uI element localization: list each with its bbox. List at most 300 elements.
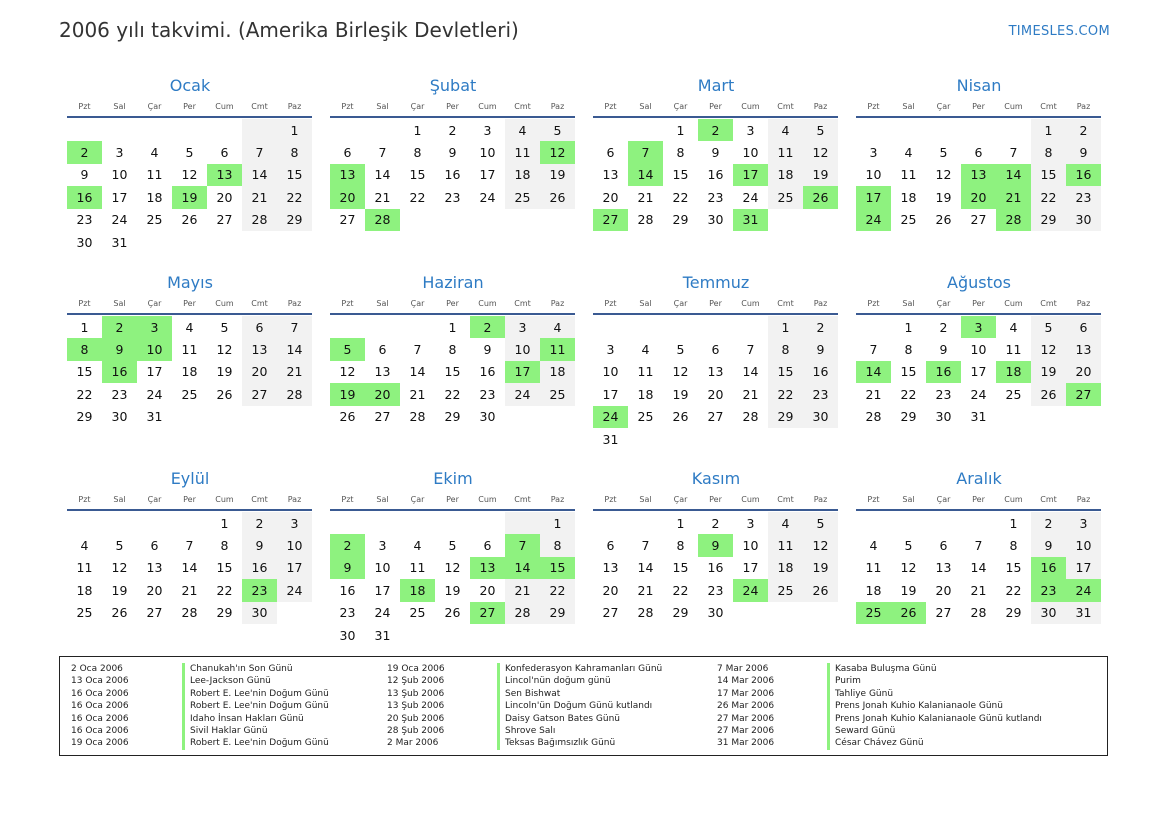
holiday-day-cell[interactable]: 11 bbox=[540, 338, 575, 360]
day-cell[interactable]: 18 bbox=[540, 361, 575, 383]
day-cell[interactable]: 15 bbox=[672, 167, 689, 183]
holiday-day-cell[interactable]: 19 bbox=[330, 383, 365, 405]
day-cell[interactable]: 19 bbox=[803, 164, 838, 186]
day-cell[interactable]: 24 bbox=[111, 212, 128, 228]
day-cell[interactable]: 22 bbox=[216, 582, 233, 598]
day-cell[interactable]: 20 bbox=[935, 582, 952, 598]
holiday-day-cell[interactable]: 14 bbox=[628, 164, 663, 186]
day-cell[interactable]: 1 bbox=[220, 515, 229, 531]
day-cell[interactable]: 15 bbox=[216, 560, 233, 576]
day-cell[interactable]: 7 bbox=[746, 342, 755, 358]
holiday-day-cell[interactable]: 24 bbox=[593, 406, 628, 428]
day-cell[interactable]: 15 bbox=[768, 361, 803, 383]
day-cell[interactable]: 13 bbox=[242, 338, 277, 360]
holiday-day-cell[interactable]: 12 bbox=[540, 141, 575, 163]
day-cell[interactable]: 18 bbox=[505, 164, 540, 186]
day-cell[interactable]: 5 bbox=[904, 538, 913, 554]
day-cell[interactable]: 18 bbox=[76, 582, 93, 598]
day-cell[interactable]: 21 bbox=[181, 582, 198, 598]
day-cell[interactable]: 1 bbox=[904, 319, 913, 335]
holiday-day-cell[interactable]: 26 bbox=[891, 602, 926, 624]
day-cell[interactable]: 9 bbox=[448, 145, 457, 161]
day-cell[interactable]: 3 bbox=[378, 538, 387, 554]
day-cell[interactable]: 12 bbox=[216, 342, 233, 358]
holiday-day-cell[interactable]: 28 bbox=[365, 209, 400, 231]
day-cell[interactable]: 29 bbox=[672, 605, 689, 621]
day-cell[interactable]: 28 bbox=[242, 209, 277, 231]
day-cell[interactable]: 25 bbox=[409, 605, 426, 621]
day-cell[interactable]: 3 bbox=[1066, 512, 1101, 534]
holiday-day-cell[interactable]: 3 bbox=[137, 316, 172, 338]
day-cell[interactable]: 19 bbox=[540, 164, 575, 186]
day-cell[interactable]: 15 bbox=[900, 364, 917, 380]
day-cell[interactable]: 9 bbox=[1066, 141, 1101, 163]
day-cell[interactable]: 16 bbox=[444, 167, 461, 183]
day-cell[interactable]: 13 bbox=[602, 167, 619, 183]
day-cell[interactable]: 3 bbox=[746, 122, 755, 138]
day-cell[interactable]: 12 bbox=[339, 364, 356, 380]
holiday-day-cell[interactable]: 10 bbox=[137, 338, 172, 360]
holiday-day-cell[interactable]: 8 bbox=[67, 338, 102, 360]
day-cell[interactable]: 12 bbox=[444, 560, 461, 576]
day-cell[interactable]: 10 bbox=[277, 534, 312, 556]
day-cell[interactable]: 11 bbox=[768, 534, 803, 556]
day-cell[interactable]: 13 bbox=[935, 560, 952, 576]
day-cell[interactable]: 30 bbox=[1066, 209, 1101, 231]
day-cell[interactable]: 20 bbox=[1066, 361, 1101, 383]
day-cell[interactable]: 5 bbox=[185, 145, 194, 161]
day-cell[interactable]: 4 bbox=[869, 538, 878, 554]
day-cell[interactable]: 8 bbox=[676, 538, 685, 554]
brand-link[interactable]: TIMESLES.COM bbox=[1008, 24, 1110, 39]
holiday-day-cell[interactable]: 16 bbox=[1066, 164, 1101, 186]
day-cell[interactable]: 19 bbox=[672, 386, 689, 402]
holiday-day-cell[interactable]: 23 bbox=[1031, 579, 1066, 601]
day-cell[interactable]: 30 bbox=[935, 409, 952, 425]
holiday-day-cell[interactable]: 23 bbox=[242, 579, 277, 601]
day-cell[interactable]: 5 bbox=[115, 538, 124, 554]
day-cell[interactable]: 23 bbox=[111, 386, 128, 402]
day-cell[interactable]: 21 bbox=[242, 186, 277, 208]
holiday-day-cell[interactable]: 13 bbox=[961, 164, 996, 186]
day-cell[interactable]: 6 bbox=[974, 145, 983, 161]
day-cell[interactable]: 30 bbox=[111, 409, 128, 425]
day-cell[interactable]: 7 bbox=[1009, 145, 1018, 161]
day-cell[interactable]: 27 bbox=[216, 212, 233, 228]
holiday-day-cell[interactable]: 20 bbox=[961, 186, 996, 208]
holiday-day-cell[interactable]: 16 bbox=[67, 186, 102, 208]
holiday-day-cell[interactable]: 9 bbox=[330, 557, 365, 579]
day-cell[interactable]: 5 bbox=[220, 319, 229, 335]
day-cell[interactable]: 4 bbox=[904, 145, 913, 161]
holiday-day-cell[interactable]: 14 bbox=[505, 557, 540, 579]
holiday-day-cell[interactable]: 7 bbox=[505, 534, 540, 556]
holiday-day-cell[interactable]: 2 bbox=[330, 534, 365, 556]
day-cell[interactable]: 19 bbox=[935, 189, 952, 205]
day-cell[interactable]: 30 bbox=[707, 212, 724, 228]
day-cell[interactable]: 19 bbox=[216, 364, 233, 380]
day-cell[interactable]: 24 bbox=[374, 605, 391, 621]
day-cell[interactable]: 29 bbox=[768, 406, 803, 428]
day-cell[interactable]: 17 bbox=[277, 557, 312, 579]
day-cell[interactable]: 21 bbox=[505, 579, 540, 601]
day-cell[interactable]: 25 bbox=[637, 409, 654, 425]
day-cell[interactable]: 14 bbox=[970, 560, 987, 576]
day-cell[interactable]: 18 bbox=[181, 364, 198, 380]
day-cell[interactable]: 6 bbox=[711, 342, 720, 358]
day-cell[interactable]: 4 bbox=[185, 319, 194, 335]
day-cell[interactable]: 21 bbox=[409, 386, 426, 402]
day-cell[interactable]: 5 bbox=[540, 119, 575, 141]
day-cell[interactable]: 15 bbox=[1031, 164, 1066, 186]
day-cell[interactable]: 24 bbox=[505, 383, 540, 405]
day-cell[interactable]: 9 bbox=[803, 338, 838, 360]
day-cell[interactable]: 21 bbox=[637, 582, 654, 598]
day-cell[interactable]: 23 bbox=[803, 383, 838, 405]
day-cell[interactable]: 3 bbox=[869, 145, 878, 161]
day-cell[interactable]: 2 bbox=[448, 122, 457, 138]
day-cell[interactable]: 1 bbox=[676, 515, 685, 531]
holiday-day-cell[interactable]: 2 bbox=[102, 316, 137, 338]
day-cell[interactable]: 28 bbox=[277, 383, 312, 405]
day-cell[interactable]: 23 bbox=[1066, 186, 1101, 208]
day-cell[interactable]: 21 bbox=[742, 386, 759, 402]
day-cell[interactable]: 19 bbox=[444, 582, 461, 598]
day-cell[interactable]: 24 bbox=[146, 386, 163, 402]
holiday-day-cell[interactable]: 17 bbox=[505, 361, 540, 383]
holiday-day-cell[interactable]: 24 bbox=[1066, 579, 1101, 601]
day-cell[interactable]: 21 bbox=[277, 361, 312, 383]
day-cell[interactable]: 7 bbox=[413, 342, 422, 358]
day-cell[interactable]: 27 bbox=[935, 605, 952, 621]
day-cell[interactable]: 16 bbox=[707, 560, 724, 576]
day-cell[interactable]: 8 bbox=[413, 145, 422, 161]
holiday-day-cell[interactable]: 5 bbox=[330, 338, 365, 360]
day-cell[interactable]: 16 bbox=[339, 582, 356, 598]
day-cell[interactable]: 20 bbox=[707, 386, 724, 402]
day-cell[interactable]: 19 bbox=[803, 557, 838, 579]
day-cell[interactable]: 8 bbox=[540, 534, 575, 556]
day-cell[interactable]: 27 bbox=[339, 212, 356, 228]
day-cell[interactable]: 6 bbox=[242, 316, 277, 338]
day-cell[interactable]: 20 bbox=[146, 582, 163, 598]
day-cell[interactable]: 30 bbox=[76, 234, 93, 250]
day-cell[interactable]: 9 bbox=[939, 342, 948, 358]
day-cell[interactable]: 26 bbox=[111, 605, 128, 621]
day-cell[interactable]: 25 bbox=[900, 212, 917, 228]
day-cell[interactable]: 28 bbox=[637, 605, 654, 621]
day-cell[interactable]: 12 bbox=[1031, 338, 1066, 360]
day-cell[interactable]: 29 bbox=[1031, 209, 1066, 231]
day-cell[interactable]: 10 bbox=[479, 145, 496, 161]
holiday-day-cell[interactable]: 27 bbox=[470, 602, 505, 624]
day-cell[interactable]: 15 bbox=[672, 560, 689, 576]
day-cell[interactable]: 28 bbox=[970, 605, 987, 621]
day-cell[interactable]: 31 bbox=[111, 234, 128, 250]
day-cell[interactable]: 18 bbox=[637, 386, 654, 402]
day-cell[interactable]: 26 bbox=[1031, 383, 1066, 405]
day-cell[interactable]: 11 bbox=[146, 167, 163, 183]
day-cell[interactable]: 18 bbox=[768, 164, 803, 186]
day-cell[interactable]: 6 bbox=[483, 538, 492, 554]
day-cell[interactable]: 29 bbox=[277, 209, 312, 231]
day-cell[interactable]: 22 bbox=[900, 386, 917, 402]
day-cell[interactable]: 1 bbox=[413, 122, 422, 138]
day-cell[interactable]: 5 bbox=[803, 119, 838, 141]
day-cell[interactable]: 12 bbox=[803, 141, 838, 163]
day-cell[interactable]: 11 bbox=[865, 560, 882, 576]
day-cell[interactable]: 17 bbox=[602, 386, 619, 402]
day-cell[interactable]: 13 bbox=[146, 560, 163, 576]
day-cell[interactable]: 1 bbox=[540, 512, 575, 534]
day-cell[interactable]: 1 bbox=[1031, 119, 1066, 141]
day-cell[interactable]: 23 bbox=[935, 386, 952, 402]
day-cell[interactable]: 4 bbox=[540, 316, 575, 338]
day-cell[interactable]: 10 bbox=[374, 560, 391, 576]
day-cell[interactable]: 28 bbox=[409, 409, 426, 425]
day-cell[interactable]: 6 bbox=[939, 538, 948, 554]
holiday-day-cell[interactable]: 9 bbox=[102, 338, 137, 360]
day-cell[interactable]: 28 bbox=[742, 409, 759, 425]
day-cell[interactable]: 3 bbox=[277, 512, 312, 534]
day-cell[interactable]: 31 bbox=[146, 409, 163, 425]
day-cell[interactable]: 13 bbox=[374, 364, 391, 380]
day-cell[interactable]: 14 bbox=[742, 364, 759, 380]
day-cell[interactable]: 21 bbox=[637, 189, 654, 205]
day-cell[interactable]: 1 bbox=[448, 319, 457, 335]
day-cell[interactable]: 18 bbox=[900, 189, 917, 205]
day-cell[interactable]: 16 bbox=[242, 557, 277, 579]
day-cell[interactable]: 18 bbox=[768, 557, 803, 579]
day-cell[interactable]: 30 bbox=[707, 605, 724, 621]
day-cell[interactable]: 22 bbox=[672, 189, 689, 205]
day-cell[interactable]: 31 bbox=[970, 409, 987, 425]
day-cell[interactable]: 22 bbox=[76, 386, 93, 402]
day-cell[interactable]: 1 bbox=[277, 119, 312, 141]
day-cell[interactable]: 7 bbox=[641, 538, 650, 554]
day-cell[interactable]: 4 bbox=[150, 145, 159, 161]
day-cell[interactable]: 8 bbox=[220, 538, 229, 554]
day-cell[interactable]: 15 bbox=[76, 364, 93, 380]
day-cell[interactable]: 17 bbox=[374, 582, 391, 598]
day-cell[interactable]: 27 bbox=[242, 383, 277, 405]
day-cell[interactable]: 2 bbox=[242, 512, 277, 534]
day-cell[interactable]: 2 bbox=[1031, 512, 1066, 534]
day-cell[interactable]: 28 bbox=[637, 212, 654, 228]
day-cell[interactable]: 4 bbox=[641, 342, 650, 358]
day-cell[interactable]: 22 bbox=[1031, 186, 1066, 208]
day-cell[interactable]: 10 bbox=[111, 167, 128, 183]
holiday-day-cell[interactable]: 16 bbox=[926, 361, 961, 383]
holiday-day-cell[interactable]: 16 bbox=[1031, 557, 1066, 579]
holiday-day-cell[interactable]: 2 bbox=[470, 316, 505, 338]
day-cell[interactable]: 31 bbox=[602, 431, 619, 447]
day-cell[interactable]: 27 bbox=[374, 409, 391, 425]
holiday-day-cell[interactable]: 13 bbox=[207, 164, 242, 186]
day-cell[interactable]: 25 bbox=[768, 579, 803, 601]
day-cell[interactable]: 11 bbox=[900, 167, 917, 183]
day-cell[interactable]: 29 bbox=[216, 605, 233, 621]
day-cell[interactable]: 22 bbox=[1005, 582, 1022, 598]
day-cell[interactable]: 1 bbox=[768, 316, 803, 338]
day-cell[interactable]: 8 bbox=[277, 141, 312, 163]
day-cell[interactable]: 9 bbox=[711, 145, 720, 161]
day-cell[interactable]: 12 bbox=[111, 560, 128, 576]
holiday-day-cell[interactable]: 14 bbox=[856, 361, 891, 383]
holiday-day-cell[interactable]: 15 bbox=[540, 557, 575, 579]
day-cell[interactable]: 27 bbox=[602, 605, 619, 621]
day-cell[interactable]: 8 bbox=[1009, 538, 1018, 554]
day-cell[interactable]: 14 bbox=[277, 338, 312, 360]
day-cell[interactable]: 9 bbox=[483, 342, 492, 358]
day-cell[interactable]: 22 bbox=[768, 383, 803, 405]
day-cell[interactable]: 27 bbox=[970, 212, 987, 228]
holiday-day-cell[interactable]: 2 bbox=[698, 119, 733, 141]
day-cell[interactable]: 11 bbox=[409, 560, 426, 576]
day-cell[interactable]: 10 bbox=[970, 342, 987, 358]
day-cell[interactable]: 10 bbox=[865, 167, 882, 183]
holiday-day-cell[interactable]: 3 bbox=[961, 316, 996, 338]
day-cell[interactable]: 3 bbox=[483, 122, 492, 138]
day-cell[interactable]: 7 bbox=[869, 342, 878, 358]
holiday-day-cell[interactable]: 17 bbox=[733, 164, 768, 186]
day-cell[interactable]: 26 bbox=[540, 186, 575, 208]
day-cell[interactable]: 13 bbox=[602, 560, 619, 576]
day-cell[interactable]: 17 bbox=[970, 364, 987, 380]
holiday-day-cell[interactable]: 14 bbox=[996, 164, 1031, 186]
holiday-day-cell[interactable]: 25 bbox=[856, 602, 891, 624]
day-cell[interactable]: 3 bbox=[606, 342, 615, 358]
day-cell[interactable]: 2 bbox=[1066, 119, 1101, 141]
day-cell[interactable]: 10 bbox=[742, 145, 759, 161]
day-cell[interactable]: 29 bbox=[900, 409, 917, 425]
day-cell[interactable]: 25 bbox=[505, 186, 540, 208]
day-cell[interactable]: 14 bbox=[637, 560, 654, 576]
holiday-day-cell[interactable]: 13 bbox=[330, 164, 365, 186]
day-cell[interactable]: 15 bbox=[277, 164, 312, 186]
day-cell[interactable]: 2 bbox=[711, 515, 720, 531]
day-cell[interactable]: 4 bbox=[505, 119, 540, 141]
day-cell[interactable]: 18 bbox=[146, 189, 163, 205]
holiday-day-cell[interactable]: 16 bbox=[102, 361, 137, 383]
day-cell[interactable]: 14 bbox=[374, 167, 391, 183]
day-cell[interactable]: 23 bbox=[707, 189, 724, 205]
holiday-day-cell[interactable]: 21 bbox=[996, 186, 1031, 208]
day-cell[interactable]: 11 bbox=[1005, 342, 1022, 358]
day-cell[interactable]: 26 bbox=[216, 386, 233, 402]
day-cell[interactable]: 22 bbox=[540, 579, 575, 601]
day-cell[interactable]: 13 bbox=[1066, 338, 1101, 360]
holiday-day-cell[interactable]: 20 bbox=[330, 186, 365, 208]
day-cell[interactable]: 21 bbox=[970, 582, 987, 598]
day-cell[interactable]: 19 bbox=[111, 582, 128, 598]
day-cell[interactable]: 7 bbox=[378, 145, 387, 161]
holiday-day-cell[interactable]: 27 bbox=[593, 209, 628, 231]
day-cell[interactable]: 15 bbox=[444, 364, 461, 380]
holiday-day-cell[interactable]: 17 bbox=[856, 186, 891, 208]
day-cell[interactable]: 22 bbox=[277, 186, 312, 208]
day-cell[interactable]: 25 bbox=[1005, 386, 1022, 402]
day-cell[interactable]: 11 bbox=[505, 141, 540, 163]
day-cell[interactable]: 17 bbox=[742, 560, 759, 576]
day-cell[interactable]: 24 bbox=[479, 189, 496, 205]
day-cell[interactable]: 2 bbox=[939, 319, 948, 335]
day-cell[interactable]: 11 bbox=[637, 364, 654, 380]
holiday-day-cell[interactable]: 20 bbox=[365, 383, 400, 405]
day-cell[interactable]: 26 bbox=[181, 212, 198, 228]
day-cell[interactable]: 23 bbox=[76, 212, 93, 228]
day-cell[interactable]: 10 bbox=[505, 338, 540, 360]
day-cell[interactable]: 27 bbox=[146, 605, 163, 621]
day-cell[interactable]: 8 bbox=[676, 145, 685, 161]
day-cell[interactable]: 5 bbox=[676, 342, 685, 358]
day-cell[interactable]: 24 bbox=[277, 579, 312, 601]
day-cell[interactable]: 20 bbox=[242, 361, 277, 383]
day-cell[interactable]: 7 bbox=[185, 538, 194, 554]
day-cell[interactable]: 13 bbox=[707, 364, 724, 380]
day-cell[interactable]: 22 bbox=[672, 582, 689, 598]
day-cell[interactable]: 8 bbox=[1031, 141, 1066, 163]
day-cell[interactable]: 3 bbox=[746, 515, 755, 531]
day-cell[interactable]: 27 bbox=[707, 409, 724, 425]
day-cell[interactable]: 17 bbox=[111, 189, 128, 205]
holiday-day-cell[interactable]: 2 bbox=[67, 141, 102, 163]
holiday-day-cell[interactable]: 18 bbox=[996, 361, 1031, 383]
day-cell[interactable]: 16 bbox=[803, 361, 838, 383]
holiday-day-cell[interactable]: 24 bbox=[856, 209, 891, 231]
day-cell[interactable]: 28 bbox=[181, 605, 198, 621]
day-cell[interactable]: 19 bbox=[1031, 361, 1066, 383]
day-cell[interactable]: 8 bbox=[768, 338, 803, 360]
day-cell[interactable]: 7 bbox=[277, 316, 312, 338]
day-cell[interactable]: 24 bbox=[742, 189, 759, 205]
holiday-day-cell[interactable]: 19 bbox=[172, 186, 207, 208]
day-cell[interactable]: 25 bbox=[181, 386, 198, 402]
day-cell[interactable]: 4 bbox=[768, 119, 803, 141]
day-cell[interactable]: 4 bbox=[413, 538, 422, 554]
day-cell[interactable]: 26 bbox=[672, 409, 689, 425]
day-cell[interactable]: 23 bbox=[479, 386, 496, 402]
day-cell[interactable]: 18 bbox=[865, 582, 882, 598]
holiday-day-cell[interactable]: 13 bbox=[470, 557, 505, 579]
day-cell[interactable]: 29 bbox=[1005, 605, 1022, 621]
day-cell[interactable]: 7 bbox=[974, 538, 983, 554]
day-cell[interactable]: 12 bbox=[672, 364, 689, 380]
day-cell[interactable]: 8 bbox=[448, 342, 457, 358]
day-cell[interactable]: 2 bbox=[803, 316, 838, 338]
day-cell[interactable]: 15 bbox=[409, 167, 426, 183]
day-cell[interactable]: 9 bbox=[242, 534, 277, 556]
day-cell[interactable]: 23 bbox=[707, 582, 724, 598]
day-cell[interactable]: 29 bbox=[76, 409, 93, 425]
day-cell[interactable]: 20 bbox=[602, 582, 619, 598]
day-cell[interactable]: 30 bbox=[479, 409, 496, 425]
day-cell[interactable]: 6 bbox=[220, 145, 229, 161]
day-cell[interactable]: 10 bbox=[602, 364, 619, 380]
day-cell[interactable]: 10 bbox=[1066, 534, 1101, 556]
day-cell[interactable]: 12 bbox=[900, 560, 917, 576]
holiday-day-cell[interactable]: 26 bbox=[803, 186, 838, 208]
day-cell[interactable]: 4 bbox=[768, 512, 803, 534]
day-cell[interactable]: 21 bbox=[374, 189, 391, 205]
day-cell[interactable]: 17 bbox=[479, 167, 496, 183]
day-cell[interactable]: 6 bbox=[343, 145, 352, 161]
day-cell[interactable]: 25 bbox=[146, 212, 163, 228]
day-cell[interactable]: 20 bbox=[216, 189, 233, 205]
day-cell[interactable]: 3 bbox=[115, 145, 124, 161]
day-cell[interactable]: 15 bbox=[1005, 560, 1022, 576]
day-cell[interactable]: 6 bbox=[150, 538, 159, 554]
